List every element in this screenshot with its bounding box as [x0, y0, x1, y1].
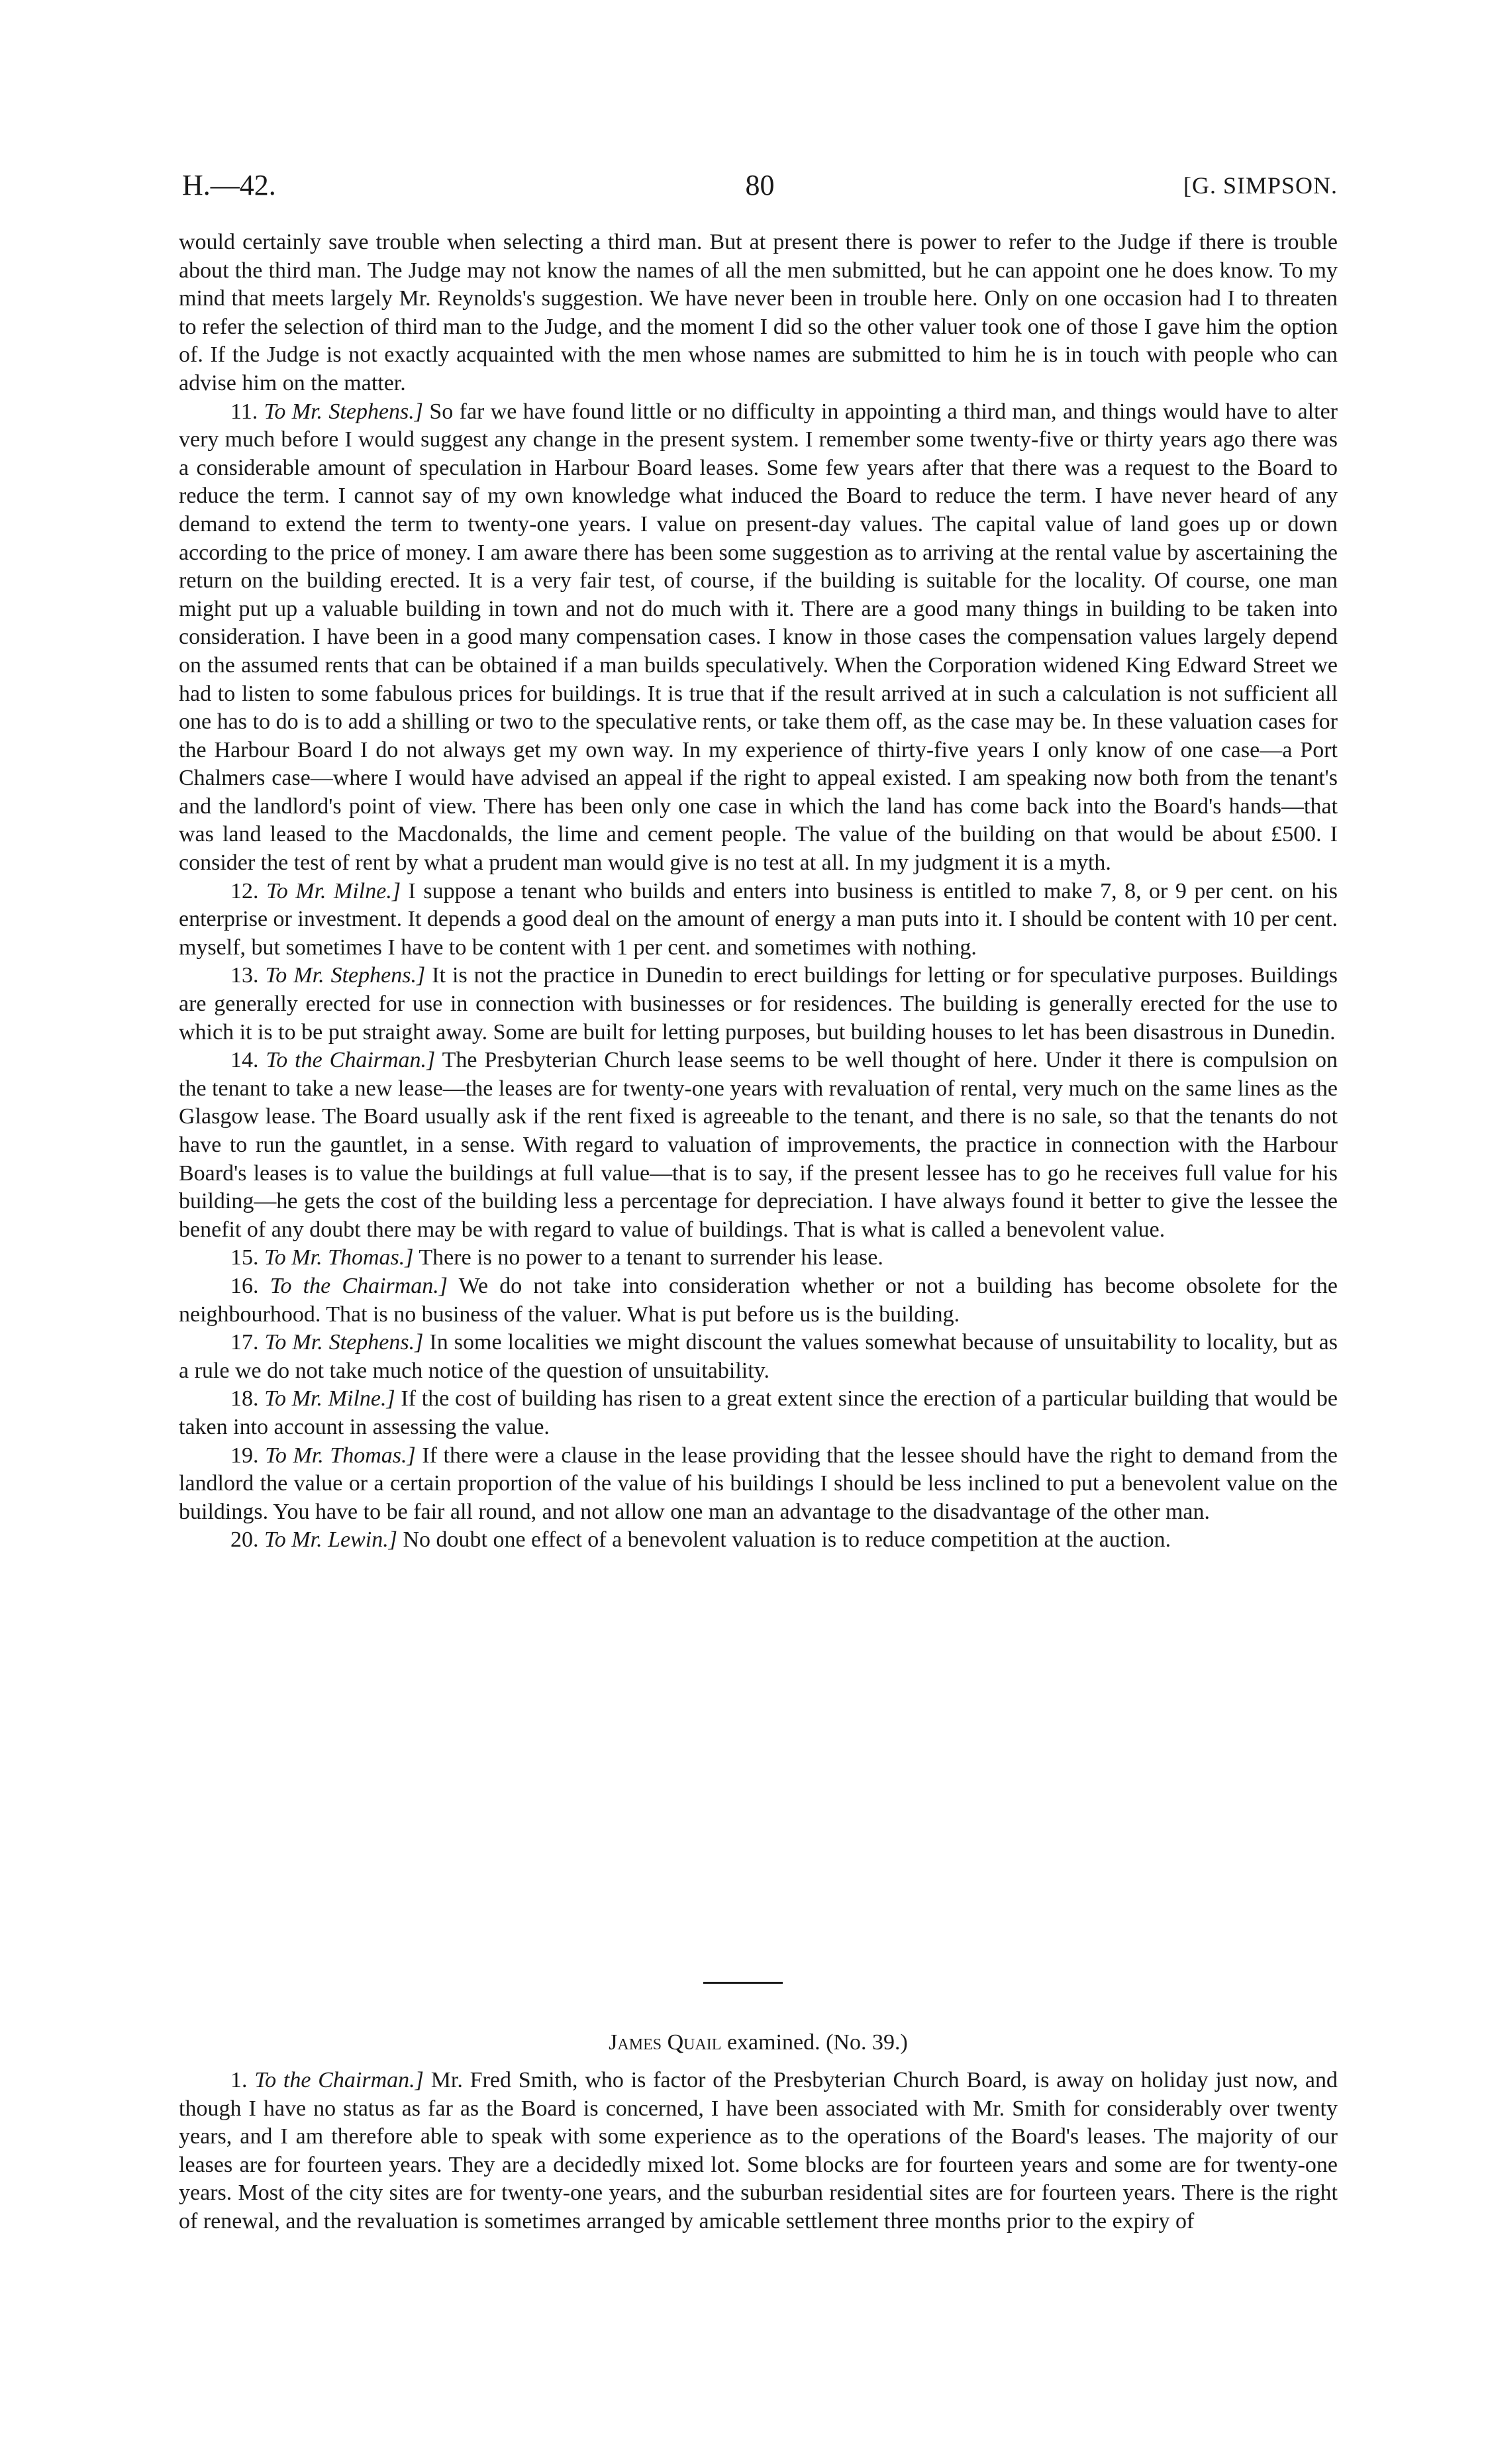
question-text: If there were a clause in the lease providing that the lessee should have the right to demand from the landlord the value or a certain proportion of the value of his buildings I should be less inclined to put a benevolent value on the buildings. You have to be fair all round, and not allow one man an advantage to the disadvantage of the other man. [179, 1443, 1338, 1524]
question-number: 11. [230, 399, 258, 424]
question-addressee: To Mr. Milne.] [266, 878, 401, 903]
question-paragraph-20 [179, 1526, 1338, 1555]
question-number: 12. [230, 878, 259, 903]
question-addressee: To the Chairman.] [270, 1273, 448, 1298]
question-text: Mr. Fred Smith, who is factor of the Presbyterian Church Board, is away on holiday just now, and though I have no status as far as the Board is concerned, I have been associated with Mr. Smith for considerably over twenty years, and I am therefore able to speak with some experience as to the operations of the Board's leases. The majority of our leases are for fourteen years. They are a decidedly mixed lot. Some blocks are for fourteen years and some are for twenty-one years. Most of the city sites are for twenty-one years, and the suburban residential sites are for fourteen years. There is the right of renewal, and the revaluation is sometimes arranged by amicable settlement three months prior to the expiry of [179, 2068, 1338, 2233]
witness-number: (No. 39.) [826, 2030, 908, 2055]
question-text: There is no power to a tenant to surrender his lease. [419, 1245, 883, 1270]
new-witness-body [179, 2067, 1338, 2236]
question-paragraph-15 [179, 1244, 1338, 1272]
testimony-body [179, 229, 1338, 1555]
question-text: If the cost of building has risen to a great extent since the erection of a particular building that would be taken into account in assessing the value. [179, 1386, 1338, 1439]
question-text: In some localities we might discount the values somewhat because of unsuitability to locality, but as a rule we do not take much notice of the question of unsuitability. [179, 1330, 1338, 1383]
question-number: 18. [230, 1386, 259, 1412]
section-heading [179, 2028, 1338, 2057]
witness-name: James Quail [609, 2030, 722, 2055]
question-paragraph-17 [179, 1329, 1338, 1385]
section-divider [703, 1982, 783, 1984]
continued-paragraph: would certainly save trouble when selecting a third man. But at present there is power to refer to the Judge if there is trouble about the third man. The Judge may not know the names of all the men submitted, but he can appoint one he does know. To my mind that meets largely Mr. Reynolds's suggestion. We have never been in trouble here. Only on one occasion had I to threaten to refer the selection of third man to the Judge, and the moment I did so the other valuer took one of those I gave him the option of. If the Judge is not exactly acquainted with the men whose names are submitted to him he is in touch with people who can advise him on the matter. [179, 230, 1338, 395]
page-header [182, 166, 1338, 205]
question-text: We do not take into consideration whether or not a building has become obsolete for the neighbourhood. That is no business of the valuer. What is put before us is the building. [179, 1273, 1338, 1327]
page-number: 80 [745, 169, 775, 201]
question-addressee: To the Chairman.] [254, 2068, 424, 2092]
question-addressee: To Mr. Thomas.] [264, 1245, 414, 1270]
question-number: 20. [230, 1527, 259, 1553]
question-paragraph-11 [179, 398, 1338, 878]
question-paragraph-18 [179, 1385, 1338, 1441]
question-paragraph-14 [179, 1047, 1338, 1244]
question-paragraph-13 [179, 962, 1338, 1047]
question-paragraph-12 [179, 878, 1338, 962]
question-addressee: To Mr. Lewin.] [264, 1527, 397, 1553]
question-addressee: To the Chairman.] [266, 1048, 436, 1073]
witness-header: [G. SIMPSON. [1183, 172, 1338, 199]
question-number: 17. [230, 1330, 259, 1355]
question-paragraph-16 [179, 1272, 1338, 1329]
question-text: The Presbyterian Church lease seems to be well thought of here. Under it there is compulsion on the tenant to take a new lease—the leases are for twenty-one years with revaluation of rental, very much on the same lines as the Glasgow lease. The Board usually ask if the rent fixed is agreeable to the tenant, and there is no sale, so that the tenants do not have to run the gauntlet, in a sense. With regard to valuation of improvements, the practice in connection with the Harbour Board's leases is to value the buildings at full value—that is to say, if the present lessee has to go he receives full value for his building—he gets the cost of the building less a percentage for depreciation. I have always found it better to give the lessee the benefit of any doubt there may be with regard to value of buildings. That is what is called a benevolent value. [179, 1048, 1338, 1242]
question-text: So far we have found little or no difficulty in appointing a third man, and things would have to alter very much before I would suggest any change in the present system. I remember some twenty-five or thirty years ago there was a considerable amount of speculation in Harbour Board leases. Some few years after that there was a request to the Board to reduce the term. I cannot say of my own knowledge what induced the Board to reduce the term. I have never heard of any demand to extend the term to twenty-one years. I value on present-day values. The capital value of land goes up or down according to the price of money. I am aware there has been some suggestion as to arriving at the rental value by ascertaining the return on the building erected. It is a very fair test, of course, if the building is suitable for the locality. Of course, one man might put up a valuable building in town and not do much with it. There are a good many things in building to be taken into consideration. I have been in a good many compensation cases. I know in those cases the compensation values largely depend on the assumed rents that can be obtained if a man builds speculatively. When the Corporation widened King Edward Street we had to listen to some fabulous prices for buildings. It is true that if the result arrived at in such a calculation is not sufficient all one has to do is to add a shilling or two to the speculative rents, or take them off, as the case may be. In these valuation cases for the Harbour Board I do not always get my own way. In my experience of thirty-five years I only know of one case—a Port Chalmers case—where I would have advised an appeal if the right to appeal existed. I am speaking now both from the tenant's and the landlord's point of view. There has been only one case in which the land has come back into the Board's hands—that was land leased to the Macdonalds, the lime and cement people. The value of the building on that would be about £500. I consider the test of rent by what a prudent man would give is no test at all. In my judgment it is a myth. [179, 399, 1338, 876]
question-number: 14. [230, 1048, 259, 1073]
question-addressee: To Mr. Stephens.] [264, 1330, 424, 1355]
question-addressee: To Mr. Stephens.] [264, 399, 423, 424]
examined-label: examined. [726, 2030, 820, 2055]
question-addressee: To Mr. Thomas.] [265, 1443, 416, 1468]
question-text: No doubt one effect of a benevolent valuation is to reduce competition at the auction. [403, 1527, 1171, 1553]
question-paragraph-1 [179, 2067, 1338, 2236]
question-number: 19. [230, 1443, 259, 1468]
question-text: I suppose a tenant who builds and enters into business is entitled to make 7, 8, or 9 per cent. on his enterprise or investment. It depends a good deal on the amount of energy a man puts into it. I should be content with 10 per cent. myself, but sometimes I have to be content with 1 per cent. and sometimes with nothing. [179, 878, 1338, 960]
question-number: 16. [230, 1273, 259, 1298]
question-number: 1. [230, 2068, 248, 2092]
question-addressee: To Mr. Milne.] [264, 1386, 395, 1412]
question-addressee: To Mr. Stephens.] [265, 963, 426, 988]
question-number: 13. [230, 963, 259, 988]
document-code: H.—42. [182, 169, 276, 201]
question-number: 15. [230, 1245, 259, 1270]
question-paragraph-19 [179, 1442, 1338, 1527]
question-text: It is not the practice in Dunedin to erect buildings for letting or for speculative purposes. Buildings are generally erected for use in connection with businesses or for residences. The building is generally erected for the use to which it is to be put straight away. Some are built for letting purposes, but building houses to let has been disastrous in Dunedin. [179, 963, 1338, 1045]
